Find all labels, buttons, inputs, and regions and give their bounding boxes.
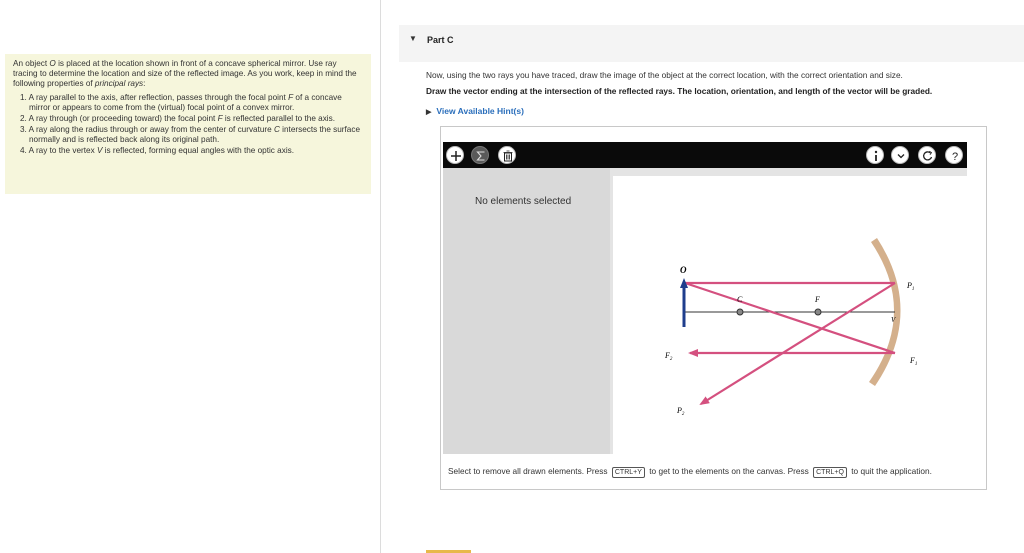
plus-icon bbox=[447, 147, 465, 165]
help-icon bbox=[946, 147, 964, 165]
label-f2: $F_2$ bbox=[665, 351, 673, 362]
drawing-toolbar bbox=[443, 142, 967, 168]
drawing-canvas[interactable] bbox=[613, 176, 968, 454]
delete-tool-button[interactable] bbox=[498, 146, 516, 164]
column-divider bbox=[380, 0, 381, 553]
label-f1: $F_1$ bbox=[910, 356, 918, 367]
shortcut-ctrl-q: CTRL+Q bbox=[813, 467, 847, 478]
chevron-down-icon bbox=[892, 147, 910, 165]
shortcut-ctrl-y: CTRL+Y bbox=[612, 467, 645, 478]
reset-tool-button[interactable] bbox=[918, 146, 936, 164]
label-vertex: V bbox=[891, 316, 896, 324]
add-tool-button[interactable] bbox=[446, 146, 464, 164]
ray-incident-through-focus bbox=[685, 283, 895, 353]
collapse-caret-icon[interactable]: ▼ bbox=[409, 34, 417, 43]
help-tool-button[interactable] bbox=[945, 146, 963, 164]
part-title: Part C bbox=[427, 35, 454, 45]
trash-icon bbox=[499, 147, 517, 165]
sigma-icon bbox=[472, 147, 490, 165]
view-hints-link[interactable]: ▶ View Available Hint(s) bbox=[426, 106, 524, 116]
problem-statement bbox=[5, 54, 371, 194]
label-center: C bbox=[737, 295, 743, 304]
principal-ray-rule: 4. A ray to the vertex V is reflected, forming equal angles with the optic axis. bbox=[20, 146, 295, 155]
dropdown-tool-button[interactable] bbox=[891, 146, 909, 164]
info-icon bbox=[867, 147, 885, 165]
instruction-text: Now, using the two rays you have traced, draw the image of the object at the correct location, with the correct orientation and size. bbox=[426, 70, 903, 80]
sum-tool-button[interactable] bbox=[471, 146, 489, 164]
selection-status: No elements selected bbox=[475, 196, 572, 207]
center-of-curvature-point bbox=[737, 309, 743, 315]
label-object: O bbox=[680, 265, 687, 275]
svg-text:?: ? bbox=[951, 151, 959, 163]
principal-ray-rule: 1. A ray parallel to the axis, after reflection, passes through the focal point F of a concave mirror or appears to come from the (virtual) focal point of a convex mirror. bbox=[20, 93, 342, 112]
part-header[interactable] bbox=[399, 25, 1024, 62]
expand-triangle-icon: ▶ bbox=[426, 109, 432, 116]
label-focal: F bbox=[815, 295, 820, 304]
status-bar: Select to remove all drawn elements. Press CTRL+Y to get to the elements on the canvas. Press CTRL+Q to quit the application. bbox=[448, 466, 932, 476]
principal-ray-rule: 2. A ray through (or proceeding toward) the focal point F is reflected parallel to the axis. bbox=[20, 114, 335, 123]
instruction-bold-text: Draw the vector ending at the intersection of the reflected rays. The location, orientation, and length of the vector will be graded. bbox=[426, 86, 933, 96]
principal-rays-list bbox=[13, 93, 363, 156]
principal-ray-rule: 3. A ray along the radius through or away from the center of curvature C intersects the surface normally and is reflected back along its original path. bbox=[20, 125, 360, 144]
focal-point bbox=[815, 309, 821, 315]
reset-icon bbox=[919, 147, 937, 165]
label-p1: $P_1$ bbox=[907, 281, 915, 292]
intro-text: An object O is placed at the location shown in front of a concave spherical mirror. Use ray tracing to determine the location and size of the reflected image. As you work, keep in mind the following properties of principal rays: bbox=[13, 59, 357, 88]
info-tool-button[interactable] bbox=[866, 146, 884, 164]
label-p2: $P_2$ bbox=[677, 406, 685, 417]
ray-diagram[interactable] bbox=[613, 176, 968, 454]
selection-panel bbox=[443, 168, 610, 454]
